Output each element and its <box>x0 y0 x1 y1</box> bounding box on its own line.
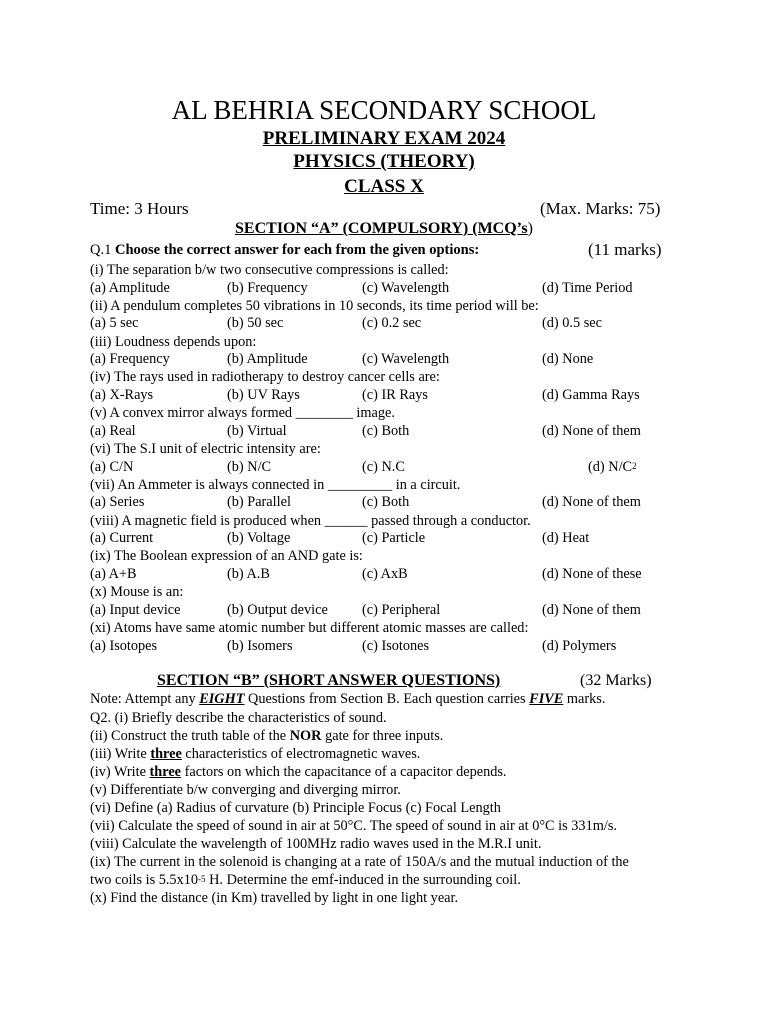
mcq-option-text: (a) Real <box>90 422 136 439</box>
q2-vi: (vi) Define (a) Radius of curvature (b) Principle Focus (c) Focal Length <box>90 800 501 816</box>
mcq-option-text: (b) 50 sec <box>227 315 284 332</box>
mcq-option <box>227 601 328 619</box>
q2-iv-text-1: (iv) Write <box>90 764 150 780</box>
mcq-option <box>542 279 633 297</box>
mcq-option-text: (b) N/C <box>227 458 272 475</box>
q1-instruction <box>90 241 479 259</box>
mcq-option <box>227 529 290 547</box>
mcq-option <box>588 458 637 476</box>
mcq-question: (vii) An Ammeter is always connected in _________ in a circuit. <box>90 476 461 493</box>
mcq-option-text: (a) Series <box>90 494 145 511</box>
mcq-option-text: (b) Output device <box>227 601 328 618</box>
mcq-option-text: (c) Wavelength <box>362 279 450 296</box>
mcq-option <box>362 493 409 511</box>
mcq-question: (i) The separation b/w two consecutive compressions is called: <box>90 262 449 278</box>
mcq-option-text: (d) Polymers <box>542 637 617 654</box>
mcq-option-text: (b) Parallel <box>227 494 291 511</box>
mcq-option-text: (a) X-Rays <box>90 386 154 403</box>
note-text-3: marks. <box>563 691 606 707</box>
mcq-option <box>362 350 449 368</box>
mcq-option <box>90 386 153 404</box>
mcq-option-text: (c) IR Rays <box>362 386 428 403</box>
q2-ix-line-1: (ix) The current in the solenoid is changing at a rate of 150A/s and the mutual induction of the <box>90 854 629 870</box>
section-b-marks: (32 Marks) <box>580 672 652 689</box>
mcq-option-text: (c) Both <box>362 494 410 511</box>
mcq-option-text: (d) Time Period <box>542 279 633 296</box>
exam-title: PRELIMINARY EXAM 2024 <box>262 128 506 149</box>
note-text-2: Questions from Section B. Each question carries <box>244 691 530 707</box>
class-title: CLASS X <box>344 176 424 197</box>
mcq-option <box>362 565 408 583</box>
q2-iii-bold: three <box>150 746 182 762</box>
mcq-option-text: (a) A+B <box>90 565 137 582</box>
note-emphasis-five: FIVE <box>529 691 564 707</box>
mcq-option-text: (c) 0.2 sec <box>362 315 422 332</box>
q2-iii-text-1: (iii) Write <box>90 746 151 762</box>
mcq-option-text: (d) None of them <box>542 494 641 511</box>
mcq-option <box>227 458 271 476</box>
q1-marks: (11 marks) <box>588 240 662 259</box>
mcq-option <box>362 279 449 297</box>
q2-iii <box>90 745 420 763</box>
mcq-option-text: (a) Isotopes <box>90 637 158 654</box>
q2-i: Q2. (i) Briefly describe the characteristics of sound. <box>90 710 387 726</box>
mcq-option-text: (a) Amplitude <box>90 279 170 296</box>
mcq-option-text: (d) Heat <box>542 530 590 547</box>
q2-ii-text-1: (ii) Construct the truth table of the <box>90 728 290 744</box>
mcq-option <box>362 601 440 619</box>
mcq-question: (v) A convex mirror always formed ________ image. <box>90 405 395 422</box>
mcq-option <box>542 637 616 655</box>
section-a-heading <box>0 219 768 238</box>
mcq-option <box>542 350 593 368</box>
mcq-option-text: (d) Gamma Rays <box>542 386 640 403</box>
mcq-option-exponent: 2 <box>632 460 637 471</box>
mcq-option <box>90 458 133 476</box>
section-a-title: SECTION “A” (COMPULSORY) (MCQ’s <box>235 220 528 237</box>
mcq-option <box>90 422 136 440</box>
q2-ix-text-1: two coils is 5.5x10 <box>90 872 199 888</box>
mcq-option <box>90 314 138 332</box>
mcq-option <box>542 529 589 547</box>
mcq-option <box>227 493 291 511</box>
mcq-option <box>90 350 170 368</box>
mcq-option <box>227 314 283 332</box>
mcq-option-text: (a) 5 sec <box>90 315 139 332</box>
mcq-option <box>362 314 421 332</box>
q1-instruction-text: Choose the correct answer for each from the given options: <box>114 242 480 258</box>
q2-ix-exponent: -5 <box>198 874 206 884</box>
mcq-question: (iii) Loudness depends upon: <box>90 333 257 350</box>
q2-viii: (viii) Calculate the wavelength of 100MHz radio waves used in the M.R.I unit. <box>90 836 542 852</box>
q2-iv-text-2: factors on which the capacitance of a capacitor depends. <box>181 764 507 780</box>
mcq-option <box>227 422 287 440</box>
mcq-option <box>90 529 153 547</box>
mcq-option-text: (a) Input device <box>90 601 181 618</box>
mcq-option-text: (a) Current <box>90 530 154 547</box>
q2-iii-text-2: characteristics of electromagnetic waves. <box>181 746 421 762</box>
mcq-option-text: (d) None <box>542 351 594 368</box>
mcq-option <box>362 422 409 440</box>
q2-ix-line-2 <box>90 871 521 889</box>
mcq-question: (ii) A pendulum completes 50 vibrations in 10 seconds, its time period will be: <box>90 297 539 314</box>
mcq-option-text: (b) UV Rays <box>227 386 300 403</box>
mcq-option <box>227 279 308 297</box>
mcq-option <box>362 529 425 547</box>
mcq-option-text: (b) Isomers <box>227 637 293 654</box>
mcq-option <box>227 386 300 404</box>
section-b-note <box>90 690 605 708</box>
mcq-option <box>90 601 181 619</box>
q2-vii: (vii) Calculate the speed of sound in air at 50°C. The speed of sound in air at 0°C is 331m/s. <box>90 818 617 834</box>
note-emphasis-eight: EIGHT <box>199 691 245 707</box>
mcq-option <box>362 458 405 476</box>
mcq-option <box>90 279 170 297</box>
mcq-option-text: (a) C/N <box>90 458 134 475</box>
mcq-option <box>542 314 602 332</box>
note-text-1: Note: Attempt any <box>90 691 200 707</box>
q2-iv-bold: three <box>149 764 182 780</box>
mcq-option <box>542 386 640 404</box>
mcq-option <box>227 350 308 368</box>
mcq-option <box>90 565 137 583</box>
mcq-option-text: (c) Particle <box>362 530 426 547</box>
max-marks: (Max. Marks: 75) <box>540 199 661 218</box>
mcq-option-text: (b) Voltage <box>227 530 291 547</box>
mcq-option <box>542 422 641 440</box>
mcq-option-text: (c) N.C <box>362 458 405 475</box>
mcq-option <box>227 637 293 655</box>
mcq-option <box>227 565 270 583</box>
section-b-title: SECTION “B” (SHORT ANSWER QUESTIONS) <box>157 672 501 689</box>
mcq-option-text: (d) N/C <box>588 458 633 475</box>
mcq-option <box>362 637 429 655</box>
mcq-option <box>542 493 641 511</box>
q2-x: (x) Find the distance (in Km) travelled by light in one light year. <box>90 890 459 906</box>
q2-ii-text-2: gate for three inputs. <box>321 728 444 744</box>
subject-title: PHYSICS (THEORY) <box>293 151 475 172</box>
time-allowed: Time: 3 Hours <box>90 199 189 218</box>
mcq-option-text: (d) 0.5 sec <box>542 315 602 332</box>
mcq-option-text: (d) None of these <box>542 565 642 582</box>
mcq-option <box>90 493 144 511</box>
mcq-option <box>362 386 428 404</box>
q2-v: (v) Differentiate b/w converging and diverging mirror. <box>90 782 401 798</box>
school-name: AL BEHRIA SECONDARY SCHOOL <box>171 95 597 125</box>
mcq-option-text: (c) AxB <box>362 565 408 582</box>
mcq-option <box>90 637 157 655</box>
mcq-option-text: (b) Frequency <box>227 279 308 296</box>
mcq-option-text: (b) A.B <box>227 565 270 582</box>
mcq-option-text: (b) Amplitude <box>227 351 308 368</box>
mcq-question: (vi) The S.I unit of electric intensity are: <box>90 441 321 457</box>
mcq-option-text: (c) Isotones <box>362 637 430 654</box>
mcq-option-text: (c) Both <box>362 422 410 439</box>
mcq-option-text: (c) Wavelength <box>362 351 450 368</box>
q2-ix-text-2: H. Determine the emf-induced in the surrounding coil. <box>205 872 521 888</box>
mcq-option-text: (d) None of them <box>542 422 641 439</box>
mcq-option-text: (c) Peripheral <box>362 601 441 618</box>
mcq-question: (xi) Atoms have same atomic number but different atomic masses are called: <box>90 620 529 636</box>
mcq-option <box>542 601 641 619</box>
mcq-option-text: (d) None of them <box>542 601 641 618</box>
q2-ii-bold: NOR <box>289 728 322 744</box>
mcq-option-text: (b) Virtual <box>227 422 287 439</box>
section-a-title-tail: ) <box>527 220 533 237</box>
mcq-question: (viii) A magnetic field is produced when ______ passed through a conductor. <box>90 512 531 529</box>
mcq-question: (ix) The Boolean expression of an AND gate is: <box>90 548 363 565</box>
q2-ii <box>90 727 443 745</box>
mcq-option-text: (a) Frequency <box>90 351 170 368</box>
q1-prefix: Q.1 <box>90 242 115 258</box>
mcq-option <box>542 565 642 583</box>
mcq-question: (x) Mouse is an: <box>90 584 184 601</box>
mcq-question: (iv) The rays used in radiotherapy to destroy cancer cells are: <box>90 369 440 386</box>
q2-iv <box>90 763 507 781</box>
